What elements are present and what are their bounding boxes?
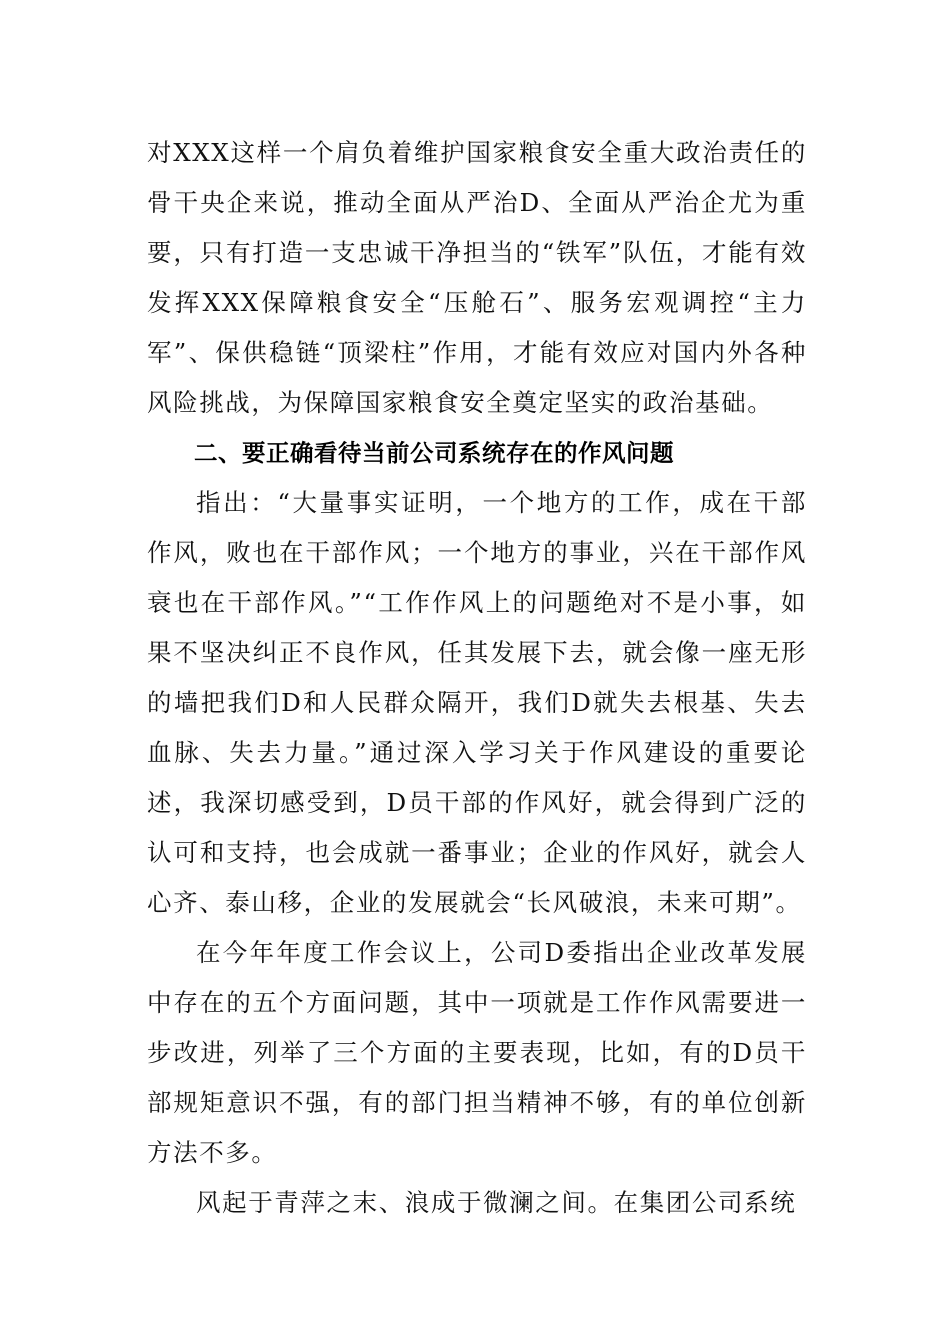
document-body bbox=[147, 128, 807, 1228]
paragraph-closing: 风起于青萍之末、浪成于微澜之间。在集团公司系统 bbox=[196, 1188, 797, 1217]
section-heading: 二、要正确看待当前公司系统存在的作风问题 bbox=[194, 439, 674, 467]
paragraph-meeting: 在今年年度工作会议上，公司D委指出企业改革发展中存在的五个方面问题，其中一项就是工作作风需要进一步改进，列举了三个方面的主要表现，比如，有的D员干部规矩意识不强，有的部门担当精神不够，有的单位创新方法不多。 bbox=[147, 938, 807, 1167]
paragraph-quote: 指出：“大量事实证明，一个地方的工作，成在干部作风，败也在干部作风；一个地方的事业，兴在干部作风衰也在干部作风。”“工作作风上的问题绝对不是小事，如果不坚决纠正不良作风，任其发展下去，就会像一座无形的墙把我们D和人民群众隔开，我们D就失去根基、失去血脉、失去力量。”通过深入学习关于作风建设的重要论述，我深切感受到，D员干部的作风好，就会得到广泛的认可和支持，也会成就一番事业；企业的作风好，就会人心齐、泰山移，企业的发展就会“长风破浪，未来可期”。 bbox=[147, 488, 807, 917]
paragraph-intro: 对XXX这样一个肩负着维护国家粮食安全重大政治责任的骨干央企来说，推动全面从严治D、全面从严治企尤为重要，只有打造一支忠诚干净担当的“铁军”队伍，才能有效发挥XXX保障粮食安全“压舱石”、服务宏观调控“主力军”、保供稳链“顶梁柱”作用，才能有效应对国内外各种风险挑战，为保障国家粮食安全奠定坚实的政治基础。 bbox=[147, 138, 807, 417]
